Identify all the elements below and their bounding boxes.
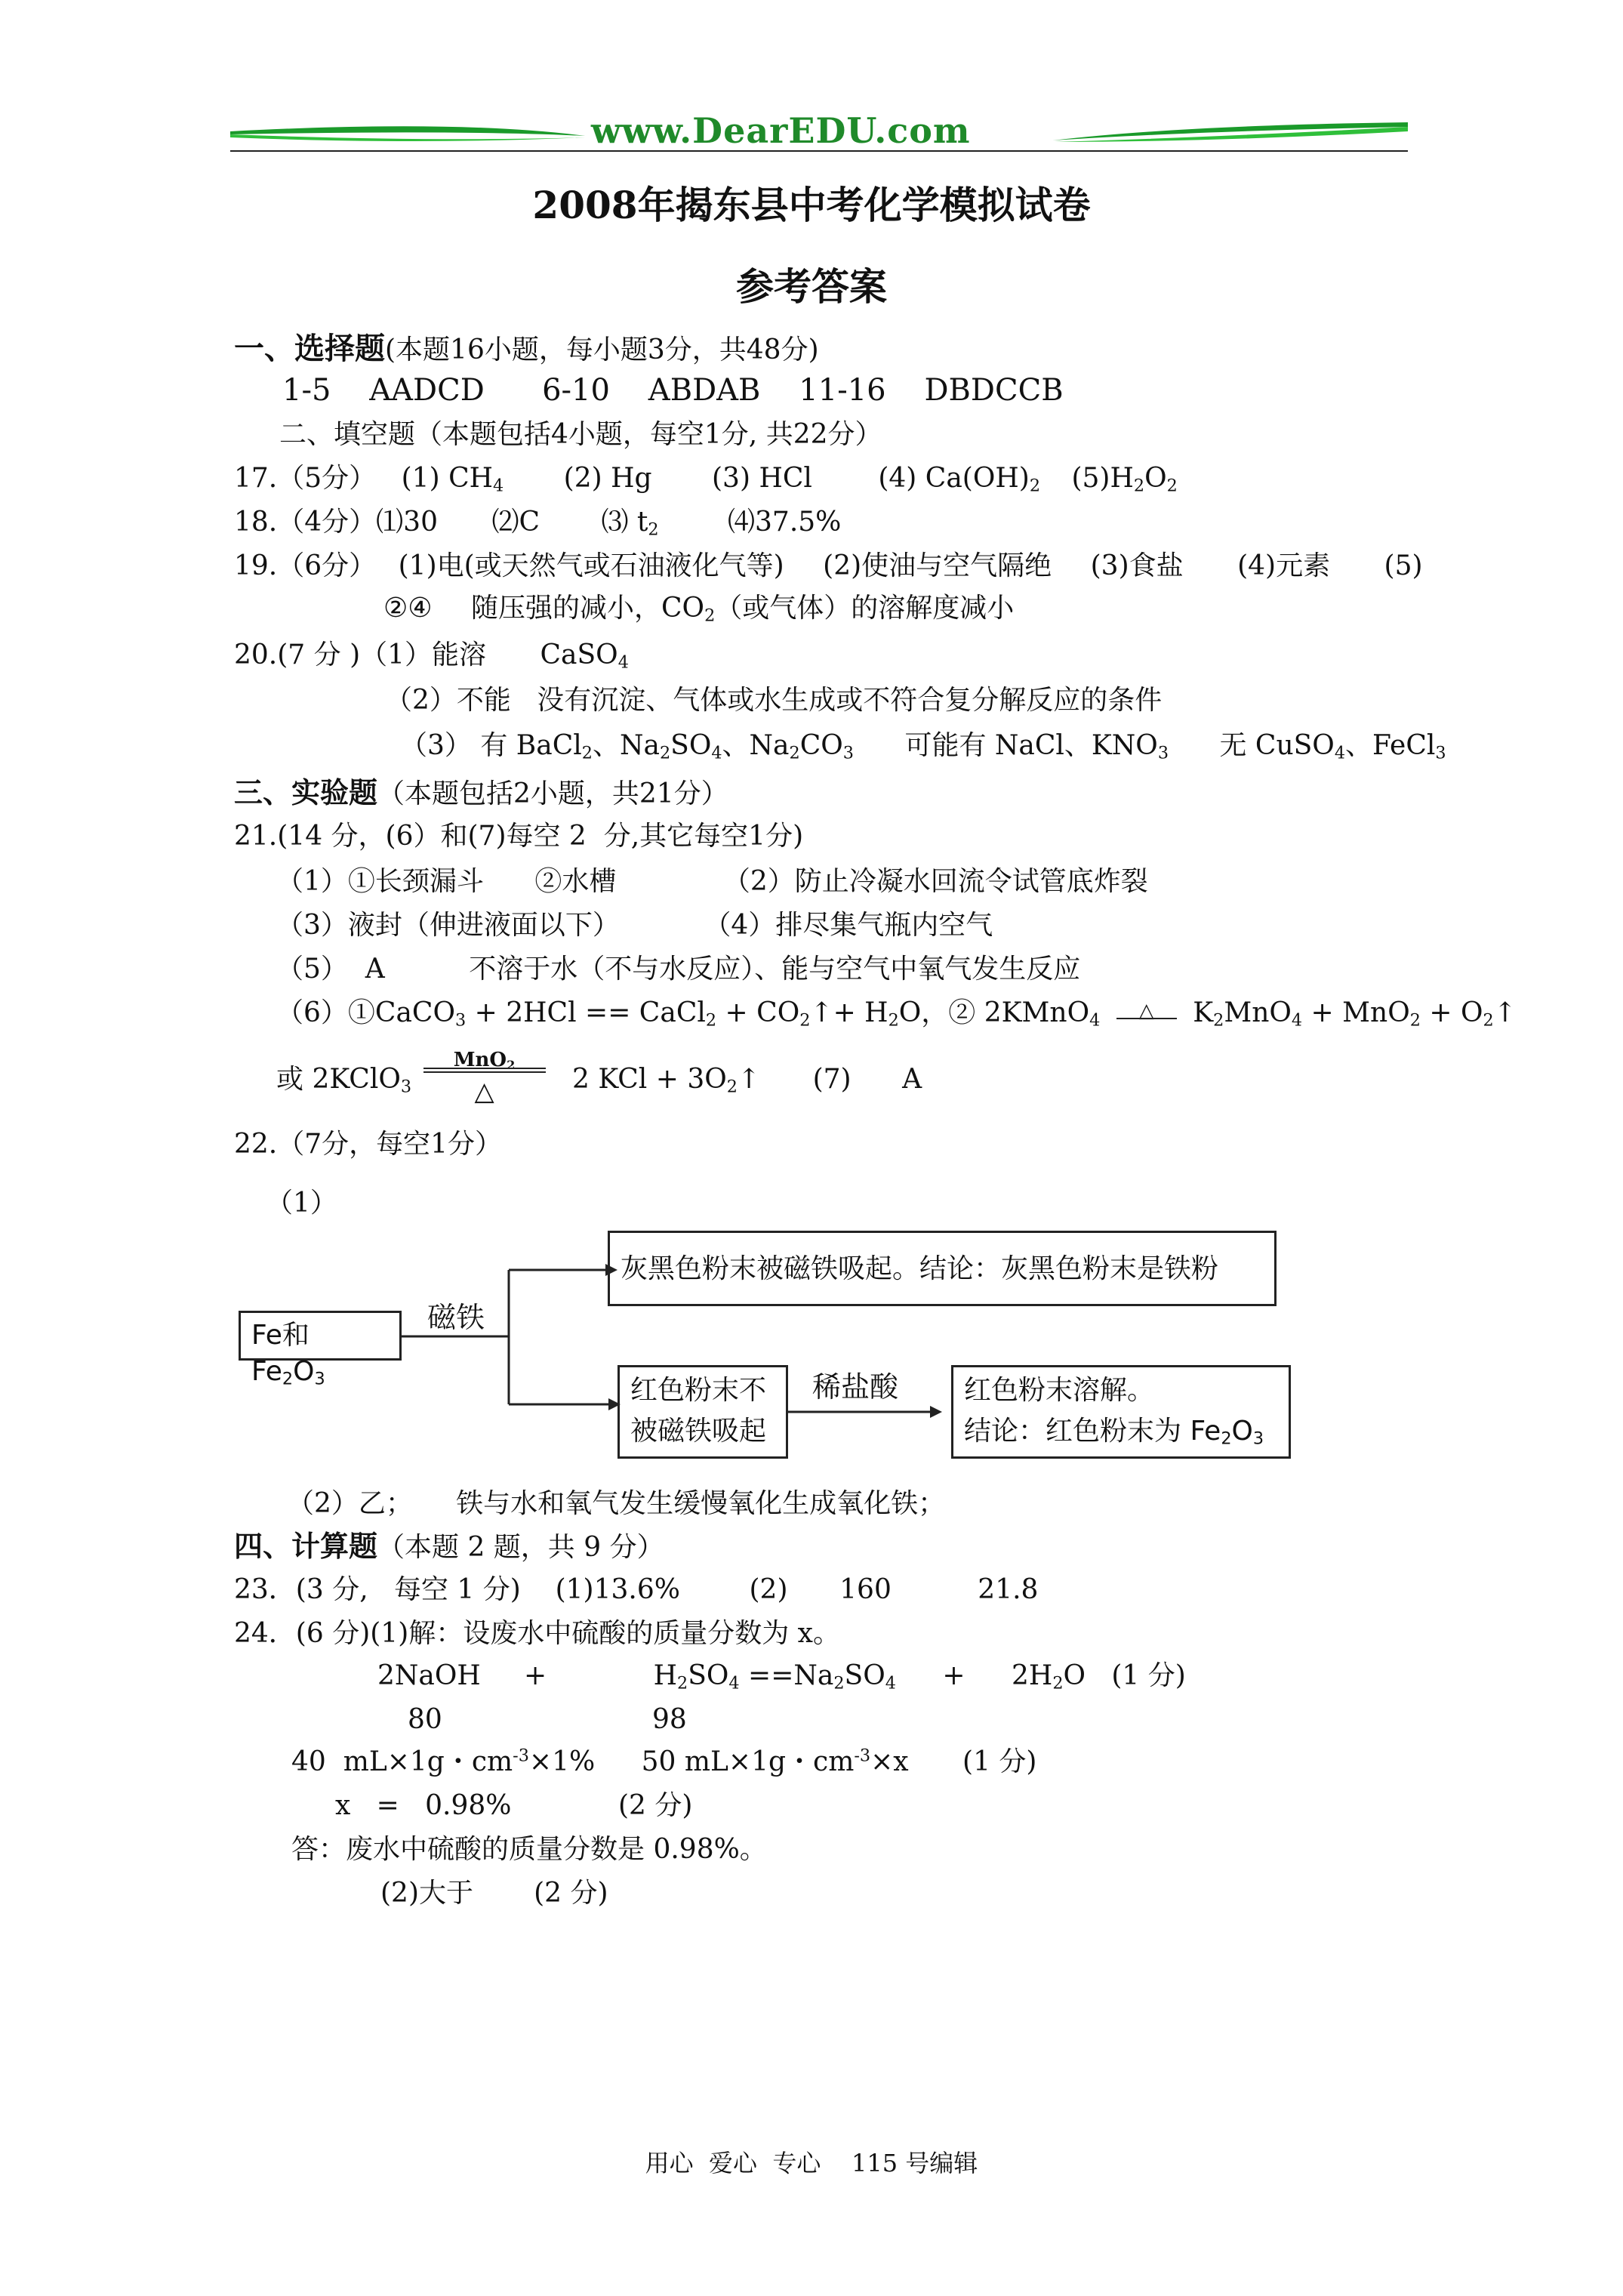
flow-end-box: 红色粉末溶解。 结论：红色粉末为 $Fe_2O_3$ <box>951 1365 1291 1459</box>
heat-arrow: △ <box>1109 997 1184 1032</box>
q24-answer: 答：废水中硫酸的质量分数是 0.98%。 <box>291 1834 767 1865</box>
section1-answers: 1-5 AADCD 6-10 ABDAB 11-16 DBDCCB <box>282 373 1064 408</box>
q17-num: 17.（5分） <box>234 463 377 494</box>
q24-p2: (2)大于 (2 分) <box>380 1878 608 1909</box>
q24-equation: 2NaOH + $H_2SO_4 ==Na_2SO_4 + 2H_2O$ (1 分) <box>377 1660 1186 1693</box>
flow-start-box: Fe和 $Fe_2O_3$ <box>239 1311 402 1361</box>
q18-a4: ⑷37.5% <box>728 507 842 538</box>
section1-heading: 一、选择题 <box>234 331 385 366</box>
q21-num: 21.(14 分，(6）和(7)每空 2 分,其它每空1分) <box>234 821 804 852</box>
q21-line3: （5） A 不溶于水（不与水反应）、能与空气中氧气发生反应 <box>276 954 1081 985</box>
q17-a3: (3) HCl <box>712 463 812 494</box>
q24-mass2: 98 <box>652 1704 687 1735</box>
section1-note: (本题16小题，每小题3分，共48分) <box>385 334 819 365</box>
q19-line2: ②④ 随压强的减小，$CO_2$（或气体）的溶解度减小 <box>383 593 1015 626</box>
page-subtitle: 参考答案 <box>736 264 887 309</box>
flow-top-box: 灰黑色粉末被磁铁吸起。结论：灰黑色粉末是铁粉 <box>608 1231 1277 1306</box>
q20-line2: （2）不能 没有沉淀、气体或水生成或不符合复分解反应的条件 <box>385 685 1163 716</box>
q17-a4: (4) $Ca(OH)_2$ <box>878 463 1041 496</box>
q18-a1: ⑴30 <box>376 507 438 538</box>
page-title: 2008年揭东县中考化学模拟试卷 <box>532 183 1091 227</box>
q18-num: 18.（4分） <box>234 507 377 538</box>
page-footer: 用心 爱心 专心 115 号编辑 <box>645 2149 978 2177</box>
section1 <box>234 332 819 367</box>
q18-a2: ⑵C <box>491 507 540 538</box>
flow-mid-box: 红色粉末不 被磁铁吸起 <box>617 1365 788 1459</box>
flow-magnet-label: 磁铁 <box>427 1301 485 1334</box>
q19-a4: (4)元素 <box>1237 550 1331 581</box>
q24-result: x = 0.98% (2 分) <box>335 1790 693 1821</box>
q24-calc: 40 mL×1g・$cm^{-3}\times 1\%$ 50 mL×1g・$cm^{-3}\times x$ (1 分) <box>291 1746 1037 1777</box>
q21-line5: 或 2KClO$_3$ MnO$_2$ △ 2 KCl + $3O_2↑$ (7) A <box>276 1049 922 1107</box>
q18 <box>234 506 841 539</box>
section4: 四、计算题（本题 2 题，共 9 分） <box>234 1529 664 1563</box>
section3: 三、实验题（本题包括2小题，共21分） <box>234 775 728 809</box>
q17-a1: (1) $CH_4$ <box>401 463 504 496</box>
q18-a3: ⑶ $t_2$ <box>601 507 659 540</box>
q17-a5: $(5)H_2O_2$ <box>1071 463 1178 496</box>
catalyst-arrow: MnO$_2$ △ <box>420 1066 549 1096</box>
q22-num: 22.（7分，每空1分） <box>234 1129 503 1160</box>
q19-a1: (1)电(或天然气或石油液化气等) <box>398 550 784 581</box>
q21-line4: （6）①CaCO$_3$ + 2HCl == CaCl$_2$ + $CO_2↑+ H_2O$，② 2KMnO$_4$ △ $K_2MnO_4 + MnO_2$ + $O_2↑$ <box>276 997 1517 1032</box>
q19-num: 19.（6分） <box>234 550 377 581</box>
site-logo: www.DearEDU.com <box>591 110 971 151</box>
q24-num: 24．(6 分)(1)解：设废水中硫酸的质量分数为 x。 <box>234 1618 840 1649</box>
flow-acid-label: 稀盐酸 <box>812 1370 899 1404</box>
section2-heading: 二、填空题（本题包括4小题，每空1分, 共22分） <box>279 419 882 450</box>
q24-mass1: 80 <box>408 1704 442 1735</box>
q21-line2: （3）液封（伸进液面以下） （4）排尽集气瓶内空气 <box>276 910 993 941</box>
flow-diagram <box>226 1231 1313 1472</box>
q19-a3: (3)食盐 <box>1090 550 1184 581</box>
q20-line1: 20.(7 分 )（1）能溶 CaSO$_4$ <box>234 639 629 673</box>
q17-a2: (2) Hg <box>563 463 652 494</box>
q17 <box>234 462 1178 495</box>
q22-p2: （2）乙； 铁与水和氧气发生缓慢氧化生成氧化铁； <box>287 1488 946 1519</box>
q20-line3: （3） 有 BaCl$_2$、$Na_2SO_4$、$Na_2CO_3$ 可能有 NaCl、$KNO_3$ 无 CuSO$_4$、FeCl$_3$ <box>400 730 1446 763</box>
q19-a2: (2)使油与空气隔绝 <box>823 550 1052 581</box>
header-banner <box>230 106 1408 159</box>
q21-line1: （1）①长颈漏斗 ②水槽 （2）防止冷凝水回流令试管底炸裂 <box>276 866 1148 897</box>
q23: 23．(3 分, 每空 1 分) (1)13.6% (2) 160 21.8 <box>234 1574 1039 1605</box>
q19-a5: (5) <box>1384 550 1423 581</box>
q19 <box>234 550 1423 583</box>
q22-p1: （1） <box>266 1188 337 1219</box>
